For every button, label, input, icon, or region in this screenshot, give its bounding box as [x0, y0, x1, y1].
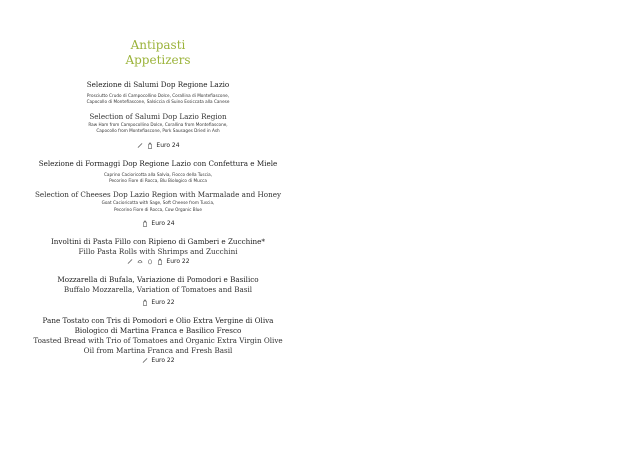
dish-price — [28, 298, 288, 307]
egg-icon — [146, 258, 154, 265]
price-text: Euro 24 — [156, 141, 180, 149]
dish-item — [28, 80, 288, 150]
dish-name-en: Selection of Cheeses Dop Lazio Region with Marmalade and Honey — [34, 190, 282, 200]
price-text: Euro 22 — [166, 258, 190, 266]
dish-ingredients-it: Prosciutto Crudo di Campocollino Dolce, Corallina di Montefiascone, — [86, 93, 230, 98]
gluten-icon — [136, 142, 144, 149]
dish-name-it: Mozzarella di Bufala, Variazione di Pomodori e Basilico — [57, 275, 259, 285]
lactose-icon — [156, 258, 164, 265]
dish-list — [28, 80, 288, 365]
dish-ingredients-en: Capocollo from Montefiascone, Pork Sausages Dried in Ash — [96, 128, 220, 134]
dish-name-en: Selection of Salumi Dop Lazio Region — [89, 111, 227, 121]
dish-ingredients-it: Caprino Cacioricotta alla Salvia, Fiocco della Tuscia, — [104, 171, 212, 177]
dish-item — [28, 237, 288, 266]
dish-name-it: Selezione di Salumi Dop Regione Lazio — [86, 80, 230, 89]
lactose-icon — [146, 142, 154, 149]
section-title-en: Appetizers — [125, 53, 191, 67]
dish-price — [28, 219, 288, 228]
dish-price — [28, 141, 288, 150]
lactose-icon — [141, 299, 149, 306]
dish-name-it: Selezione di Formaggi Dop Regione Lazio con Confettura e Miele — [38, 158, 278, 168]
menu-column — [28, 38, 288, 365]
dish-ingredients-it: Capocollo di Montefiascone, Salsiccia di Suino Essiccata alla Canese — [86, 99, 230, 105]
price-text: Euro 22 — [151, 357, 175, 365]
gluten-icon — [126, 258, 134, 265]
dish-name-it: Pane Tostato con Tris di Pomodori e Olio Extra Vergine di Oliva Biologico di Martina Franca e Basilico Fresco — [42, 316, 274, 336]
dish-item — [28, 316, 288, 365]
dish-price — [28, 356, 288, 365]
dish-item — [28, 159, 288, 229]
price-text: Euro 22 — [151, 299, 175, 307]
gluten-icon — [141, 357, 149, 364]
shellfish-icon — [136, 258, 144, 265]
dish-price — [28, 257, 288, 266]
lactose-icon — [141, 220, 149, 227]
dish-name-en: Toasted Bread with Trio of Tomatoes and Organic Extra Virgin Olive Oil from Martina Franca and Fresh Basil — [33, 336, 283, 356]
dish-ingredients-en: Raw Ham from Campocollino Dolce, Corallina from Montefiascone, — [88, 121, 228, 127]
section-title-it: Antipasti — [130, 38, 186, 52]
dish-ingredients-en: Goat Cacioricotta with Sage, Soft Cheese from Tuscia, — [101, 200, 215, 206]
dish-name-en: Fillo Pasta Rolls with Shrimps and Zucchini — [78, 247, 238, 257]
dish-name-it: Involtini di Pasta Fillo con Ripieno di Gamberi e Zucchine* — [50, 237, 266, 247]
dish-name-en: Buffalo Mozzarella, Variation of Tomatoes and Basil — [63, 285, 253, 295]
dish-ingredients-en: Pecorino Fiore di Rocca, Cow Organic Blue — [113, 206, 202, 212]
price-text: Euro 24 — [151, 220, 175, 228]
dish-ingredients-it: Pecorino Fiore di Rocca, Blu Biologico di Mucca — [109, 178, 207, 184]
dish-item — [28, 275, 288, 307]
